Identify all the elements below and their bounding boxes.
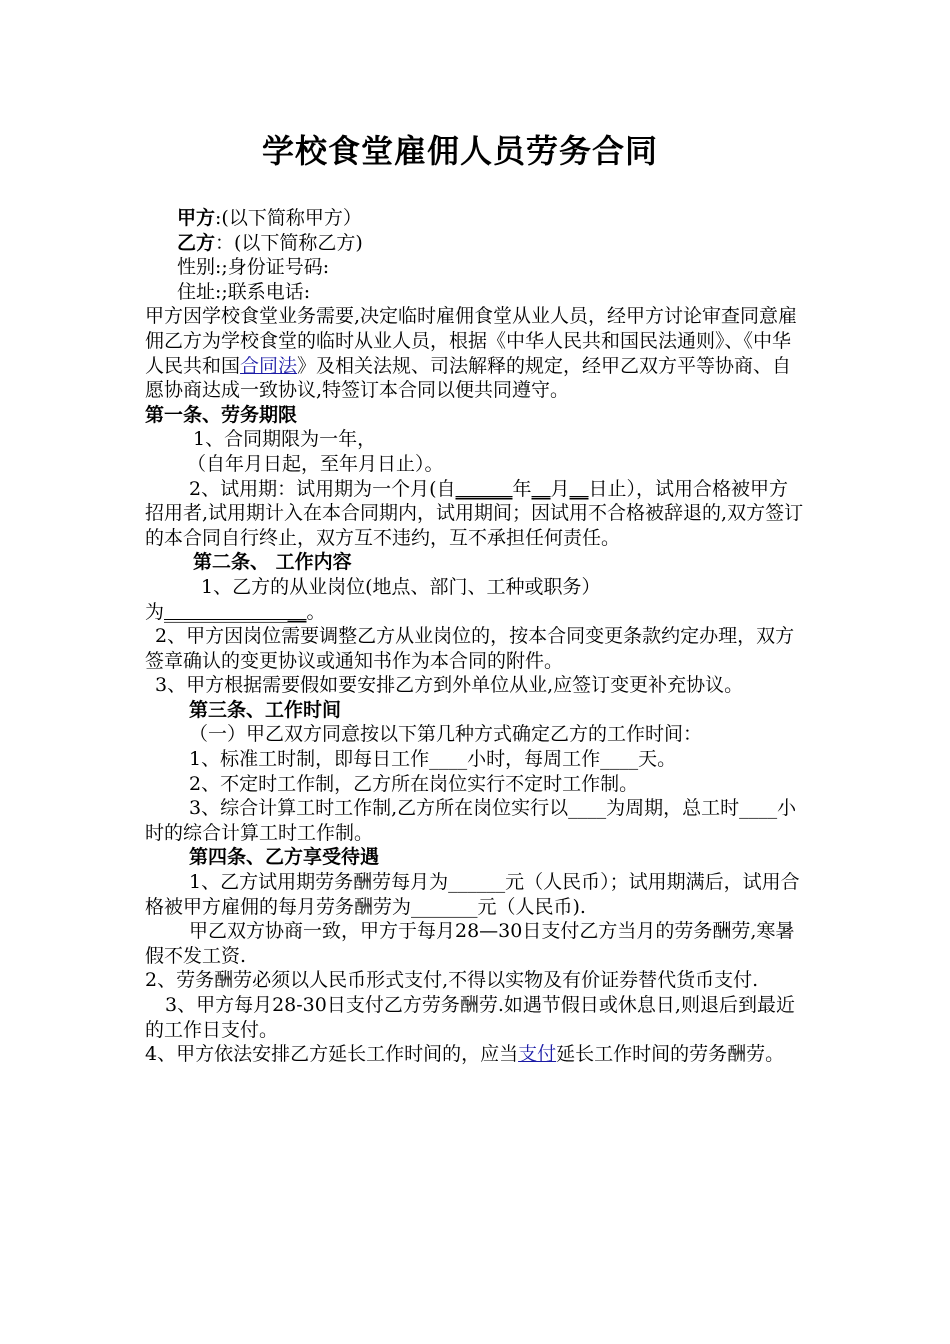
preamble-paragraph — [145, 304, 805, 402]
contract-body — [145, 206, 805, 1067]
trial-text-a: 2、试用期：试用期为一个月(自 — [189, 477, 456, 500]
article-4-item-2: 2、劳务酬劳必须以人民币形式支付,不得以实物及有价证券替代货币支付. — [145, 969, 759, 992]
article-1-item-1: 1、合同期限为一年， — [193, 428, 377, 451]
party-b-line — [145, 231, 805, 256]
trial-text-rest: 日止），试用合格被甲方招用者,试用期计入在本合同期内，试用期间；因试用不合格被辞退的,双方签订的本合同自行终止，双方互不违约，互不承担任何责任。 — [145, 477, 804, 549]
article-2-item-1-post — [145, 600, 805, 625]
article-2-heading: 第二条、 工作内容 — [193, 551, 352, 574]
article-4-item-3: 3、甲方每月28-30日支付乙方劳务酬劳.如遇节假日或休息日,则退后到最近的工作日支付。 — [145, 994, 795, 1041]
article-4-item-1: 1、乙方试用期劳务酬劳每月为______元（人民币）；试用期满后，试用合格被甲方雇佣的每月劳务酬劳为_______元（人民币). — [145, 871, 800, 918]
page-title: 学校食堂雇佣人员劳务合同 — [261, 132, 658, 170]
trial-blank-year: ______ — [455, 477, 513, 500]
post-blank-bold: __ — [287, 600, 307, 623]
overtime-text-a: 4、甲方依法安排乙方延长工作时间的，应当 — [145, 1043, 519, 1066]
preamble-text-2: 》及相关法规、司法解释的规定，经甲乙双方平等协商、自愿协商达成一致协议,特签订本合同以便共同遵守。 — [145, 354, 792, 402]
article-3-item-3: 3、综合计算工时工作制,乙方所在岗位实行以____为周期，总工时____小时的综合计算工时工作制。 — [145, 797, 797, 844]
article-4-item-4 — [145, 1042, 805, 1067]
gender-id-line: 性别:;身份证号码: — [177, 256, 330, 279]
article-1-item-2 — [145, 477, 805, 551]
preamble-text-1: 甲方因学校食堂业务需要,决定临时雇佣食堂从业人员，经甲方讨论审查同意雇佣乙方为学校食堂的临时从业人员，根据《中华人民共和国民法通则》、《中华人民共和国 — [145, 305, 798, 377]
article-3-item-intro: （一）甲乙双方同意按以下第几种方式确定乙方的工作时间： — [189, 723, 703, 746]
trial-blank-month: __ — [531, 477, 551, 500]
party-a-label: 甲方 — [177, 207, 216, 229]
post-blank: _____________ — [164, 600, 288, 623]
post-prefix: 为 — [145, 600, 165, 623]
party-b-label: 乙方 — [177, 231, 216, 254]
article-3-item-2: 2、不定时工作制，乙方所在岗位实行不定时工作制。 — [189, 772, 639, 795]
trial-blank-day: __ — [569, 477, 589, 500]
article-2-item-3: 3、甲方根据需要假如要安排乙方到外单位从业,应签订变更补充协议。 — [155, 674, 744, 697]
trial-text-month: 月 — [550, 477, 570, 500]
party-b-text: ：(以下简称乙方) — [215, 231, 363, 254]
article-3-heading: 第三条、工作时间 — [189, 698, 342, 721]
article-4-item-1b: 甲乙双方协商一致，甲方于每月28—30日支付乙方当月的劳务酬劳,寒暑假不发工资. — [145, 920, 795, 967]
payment-link[interactable]: 支付 — [518, 1043, 557, 1066]
overtime-text-b: 延长工作时间的劳务酬劳。 — [556, 1043, 785, 1066]
trial-text-year: 年 — [512, 477, 532, 500]
article-4-heading: 第四条、乙方享受待遇 — [189, 846, 380, 869]
article-2-item-2: 2、甲方因岗位需要调整乙方从业岗位的，按本合同变更条款约定办理，双方签章确认的变更协议或通知书作为本合同的附件。 — [145, 625, 795, 672]
contract-law-link[interactable]: 合同法 — [240, 354, 298, 377]
address-phone-line: 住址:;联系电话: — [177, 280, 311, 303]
post-suffix: 。 — [306, 600, 326, 623]
article-1-item-1-dates: （自年月日起，至年月日止）。 — [187, 452, 444, 475]
article-3-item-1: 1、标准工时制，即每日工作____小时，每周工作____天。 — [189, 748, 677, 771]
party-a-text: :(以下简称甲方） — [215, 207, 362, 229]
article-1-heading: 第一条、劳务期限 — [145, 403, 298, 426]
party-a-line — [145, 206, 805, 231]
article-2-item-1: 1、乙方的从业岗位(地点、部门、工种或职务） — [201, 575, 601, 598]
